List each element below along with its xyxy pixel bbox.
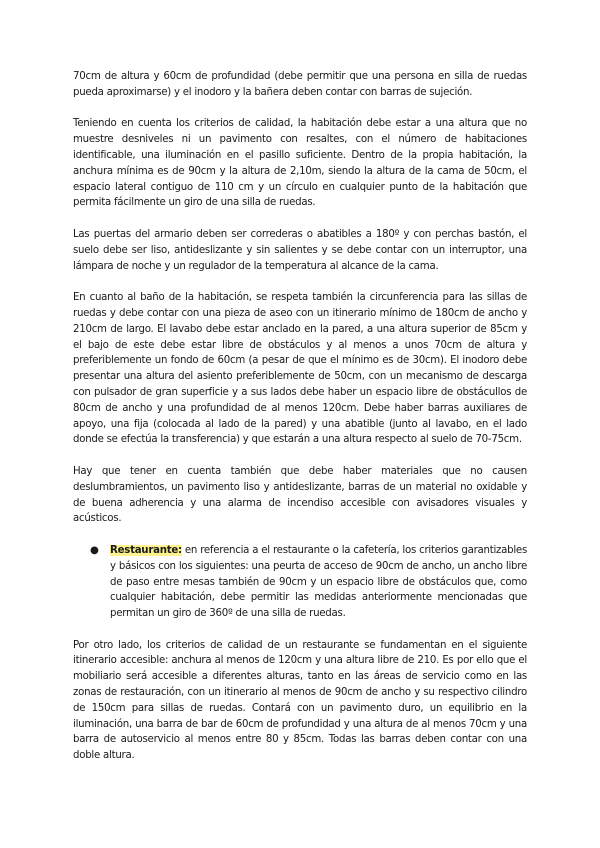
- list-item-restaurante: [73, 543, 527, 622]
- bullet-icon: ●: [90, 544, 99, 556]
- document-page: [73, 69, 527, 780]
- paragraph-2: Teniendo en cuenta los criterios de calidad, la habitación debe estar a una altura que no muestre desniveles ni un pavimento con resaltes, con el número de habitaciones identificable, una iluminación en el pasillo suficiente. Dentro de la propia habitación, la anchura mínima es de 90cm y la altura de 2,10m, siendo la altura de la cama de 50cm, el espacio lateral contiguo de 110 cm y un círculo en cualquier punto de la habitación que permita fácilmente un giro de una silla de ruedas.: [73, 118, 527, 209]
- highlighted-label: Restaurante:: [110, 544, 182, 556]
- list-item-text: en referencia a el restaurante o la cafetería, los criterios garantizables y básicos con los siguientes: una peurta de acceso de 90cm de ancho, un ancho libre de paso entre mesas también de 90cm y un espacio libre de obstáculos que, como cualquier habitación, debe permitir las medidas anteriormente mencionadas que permitan un giro de 360º de una silla de ruedas.: [110, 544, 527, 620]
- paragraph-5: Hay que tener en cuenta también que debe haber materiales que no causen deslumbramientos, un pavimento liso y antideslizante, barras de un material no oxidable y de buena adherencia y una alarma de incendiso accesible con avisadores visuales y acústicos.: [73, 465, 527, 525]
- paragraph-6: Por otro lado, los criterios de calidad de un restaurante se fundamentan en el siguiente itinerario accesible: anchura al menos de 120cm y una altura libre de 210. Es por ello que el mobiliario será accesible a diferentes alturas, tanto en las áreas de servicio como en las zonas de restauración, con un itinerario al menos de 90cm de ancho y su respectivo cilindro de 150cm para sillas de ruedas. Contará con un pavimento duro, un equilibrio en la iluminación, una barra de bar de 60cm de profundidad y una altura de al menos 70cm y una barra de autoservicio al menos entre 80 y 85cm. Todas las barras deben contar con una doble altura.: [73, 639, 527, 762]
- paragraph-3: Las puertas del armario deben ser correderas o abatibles a 180º y con perchas bastón, el suelo debe ser liso, antideslizante y sin salientes y se debe contar con un interruptor, una lámpara de noche y un regulador de la temperatura al alcance de la cama.: [73, 228, 527, 272]
- paragraph-1: 70cm de altura y 60cm de profundidad (debe permitir que una persona en silla de ruedas pueda aproximarse) y el inodoro y la bañera deben contar con barras de sujeción.: [73, 71, 527, 98]
- bullet-list: [73, 543, 527, 622]
- paragraph-4: En cuanto al baño de la habitación, se respeta también la circunferencia para las sillas de ruedas y debe contar con una pieza de aseo con un itinerario mínimo de 180cm de ancho y 210cm de largo. El lavabo debe estar anclado en la pared, a una altura superior de 85cm y el bajo de este debe estar libre de obstáculos y al menos a unos 70cm de altura y preferiblemente un fondo de 60cm (a pesar de que el mínimo es de 30cm). El inodoro debe presentar una altura del asiento preferiblemente de 50cm, con un mecanismo de descarga con pulsador de gran superficie y a sus lados debe haber un espacio libre de obstácullos de 80cm de ancho y una profundidad de al menos 120cm. Debe haber barras auxiliares de apoyo, una fija (colocada al lado de la pared) y una abatible (junto al lavabo, en el lado donde se efectúa la transferencia) y que estarán a una altura respecto al suelo de 70-75cm.: [73, 292, 527, 446]
